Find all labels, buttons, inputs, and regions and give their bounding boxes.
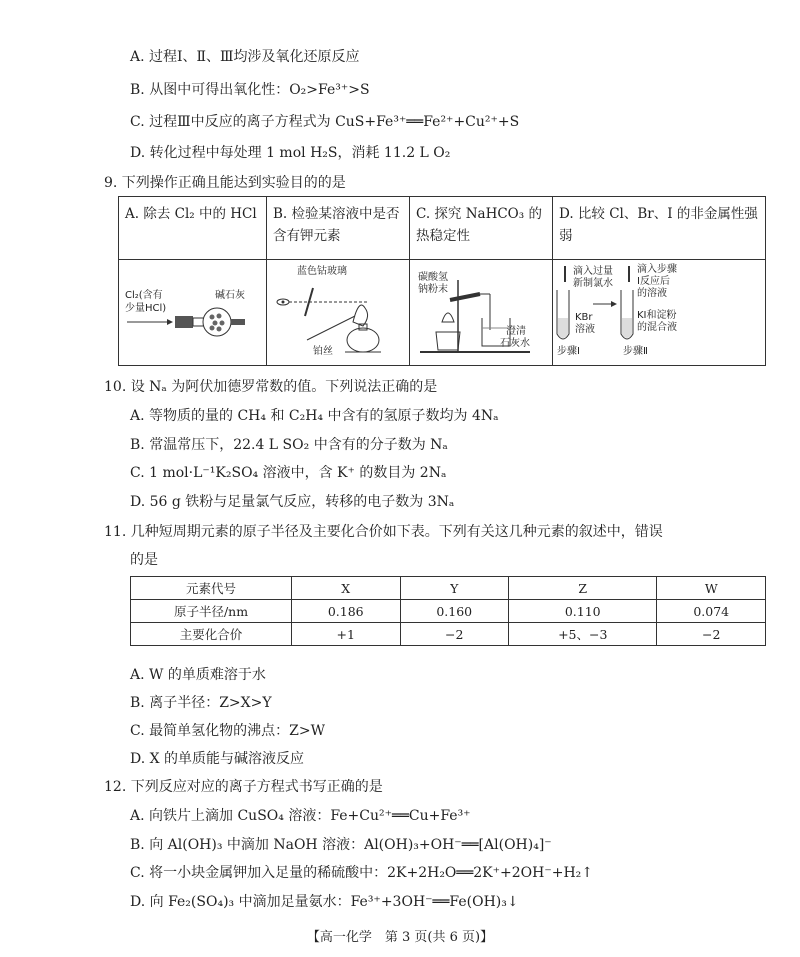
q12-option-b: B. 向 Al(OH)₃ 中滴加 NaOH 溶液：Al(OH)₃+OH⁻══[Al(OH)₄]⁻ [130,837,552,853]
q9-figure-c [410,260,553,366]
q12-option-d: D. 向 Fe₂(SO₄)₃ 中滴加足量氨水：Fe³⁺+3OH⁻══Fe(OH)₃↓ [130,894,519,910]
fig-d-label-6: 滴入步骤 [637,264,677,275]
fig-b-label-1: 蓝色钴玻璃 [297,266,347,277]
page-footer: 【高一化学 第 3 页(共 6 页)】 [306,930,494,945]
q9-stem: 9. 下列操作正确且能达到实验目的的是 [104,175,346,191]
q11-stem-line-2: 的是 [130,552,158,568]
q11-option-a: A. W 的单质难溶于水 [130,667,266,683]
q8-option-c: C. 过程Ⅲ中反应的离子方程式为 CuS+Fe³⁺══Fe²⁺+Cu²⁺+S [130,114,520,130]
q9-figure-a [119,260,267,366]
table-cell: −2 [400,623,509,646]
fig-c-label-1: 碳酸氢 [418,272,448,283]
q10-option-b: B. 常温常压下，22.4 L SO₂ 中含有的分子数为 Nₐ [130,437,448,453]
fig-d-label-2: 新制氯水 [573,278,613,289]
q10-option-d: D. 56 g 铁粉与足量氯气反应，转移的电子数为 3Nₐ [130,494,455,510]
fig-a-label-1: Cl₂(含有 [125,290,163,301]
table-cell: 0.160 [400,600,509,623]
fig-d-label-5: 步骤Ⅰ [557,346,580,357]
table-cell: W [657,577,766,600]
q9-figure-d [553,260,766,366]
table-cell: 原子半径/nm [131,600,292,623]
q9-header-c: C. 探究 NaHCO₃ 的热稳定性 [410,197,553,260]
table-cell: 元素代号 [131,577,292,600]
table-cell: 0.110 [509,600,657,623]
fig-d-label-10: 的混合液 [637,322,677,333]
q8-option-b: B. 从图中可得出氧化性：O₂>Fe³⁺>S [130,82,370,98]
fig-d-label-8: 的溶液 [637,288,667,299]
fig-c-label-2: 钠粉末 [418,284,448,295]
fig-a-label-3: 碱石灰 [215,290,245,301]
q8-option-d: D. 转化过程中每处理 1 mol H₂S，消耗 11.2 L O₂ [130,145,451,161]
q11-option-d: D. X 的单质能与碱溶液反应 [130,751,305,767]
fig-c-label-4: 石灰水 [500,338,530,349]
q9-figure-b [267,260,410,366]
table-cell: +1 [292,623,401,646]
fig-d-label-3: KBr [575,312,593,323]
table-cell: −2 [657,623,766,646]
flame-test-icon [267,260,397,365]
table-row [131,623,766,646]
q11-stem-line-1: 11. 几种短周期元素的原子半径及主要化合价如下表。下列有关这几种元素的叙述中，错误 [104,524,663,540]
table-row [131,600,766,623]
q12-option-a: A. 向铁片上滴加 CuSO₄ 溶液：Fe+Cu²⁺══Cu+Fe³⁺ [130,808,471,824]
test-tube-icon [553,260,713,365]
fig-a-label-2: 少量HCl) [125,303,167,314]
q9-header-a: A. 除去 Cl₂ 中的 HCl [119,197,267,260]
fig-d-label-4: 溶液 [575,324,595,335]
q10-stem: 10. 设 Nₐ 为阿伏加德罗常数的值。下列说法正确的是 [104,379,438,395]
fig-d-label-1: 滴入过量 [573,266,613,277]
fig-b-label-2: 铂丝 [313,346,333,357]
table-cell: X [292,577,401,600]
table-cell: 主要化合价 [131,623,292,646]
drying-tube-icon [119,260,254,365]
q9-table [118,196,766,366]
q9-header-d: D. 比较 Cl、Br、I 的非金属性强弱 [553,197,766,260]
table-cell: 0.074 [657,600,766,623]
table-row [131,577,766,600]
table-cell: Z [509,577,657,600]
q11-table [130,576,766,646]
fig-d-label-7: Ⅰ反应后 [637,276,670,287]
q12-stem: 12. 下列反应对应的离子方程式书写正确的是 [104,779,383,795]
q10-option-c: C. 1 mol·L⁻¹K₂SO₄ 溶液中，含 K⁺ 的数目为 2Nₐ [130,465,447,481]
fig-d-label-11: 步骤Ⅱ [623,346,648,357]
q12-option-c: C. 将一小块金属钾加入足量的稀硫酸中：2K+2H₂O══2K⁺+2OH⁻+H₂↑ [130,865,594,881]
fig-d-label-9: KI和淀粉 [637,310,677,321]
table-cell: 0.186 [292,600,401,623]
q9-header-b: B. 检验某溶液中是否含有钾元素 [267,197,410,260]
q8-option-a: A. 过程Ⅰ、Ⅱ、Ⅲ均涉及氧化还原反应 [130,49,360,65]
fig-c-label-3: 澄清 [506,326,526,337]
heating-apparatus-icon [410,260,540,365]
q11-option-c: C. 最简单氢化物的沸点：Z>W [130,723,325,739]
table-cell: +5、−3 [509,623,657,646]
q11-option-b: B. 离子半径：Z>X>Y [130,695,272,711]
table-cell: Y [400,577,509,600]
q10-option-a: A. 等物质的量的 CH₄ 和 C₂H₄ 中含有的氢原子数均为 4Nₐ [130,408,499,424]
